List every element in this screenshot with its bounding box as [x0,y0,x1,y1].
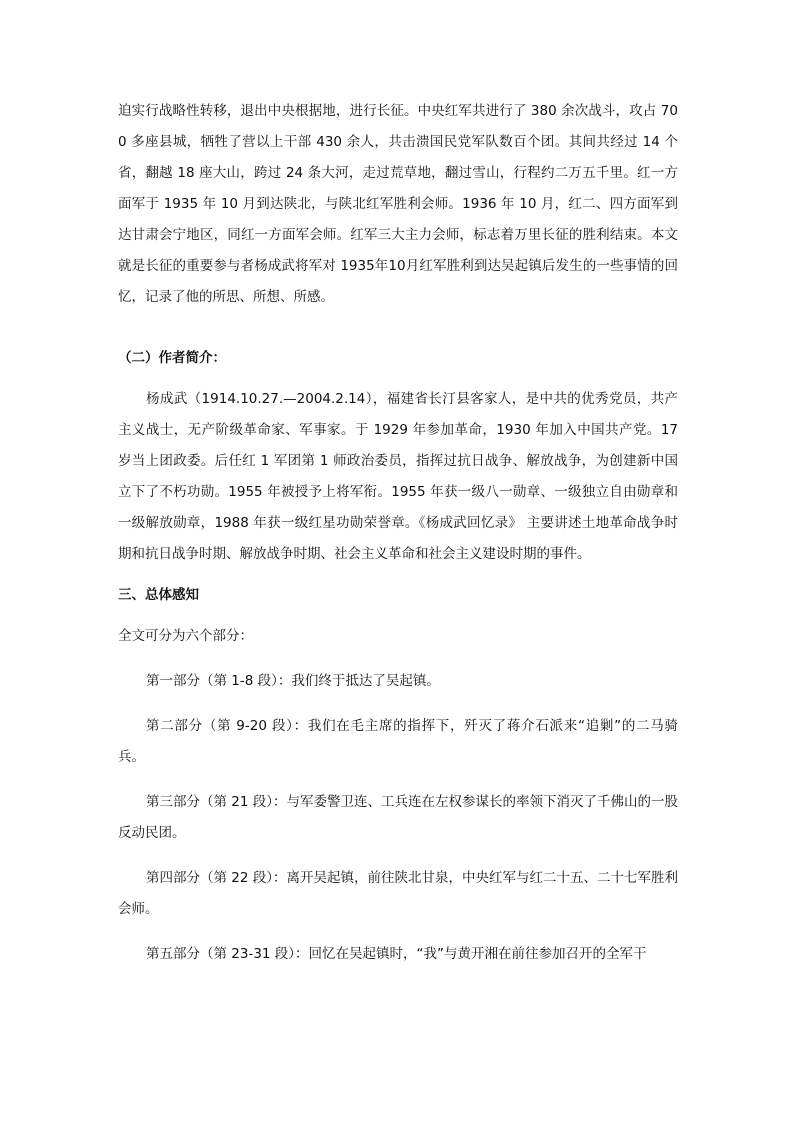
part-1: 第一部分（第 1-8 段）：我们终于抵达了吴起镇。 [146,673,440,689]
document-content [118,96,678,970]
intro-paragraph: 迫实行战略性转移，退出中央根据地，进行长征。中央红军共进行了 380 余次战斗，攻占 700 多座县城，牺牲了营以上干部 430 余人，共击溃国民党军队数百个团。其间共经过 14 个省，翻越 18 座大山，跨过 24 条大河，走过荒草地，翻过雪山，行程约二万五千里。红一方面军于 1935 年 10 月到达陕北，与陕北红军胜利会师。1936 年 10 月，红二、四方面军到达甘肃会宁地区，同红一方面军会师。红军三大主力会师，标志着万里长征的胜利结束。本文就是长征的重要参与者杨成武将军对 1935年10月红军胜利到达吴起镇后发生的一些事情的回忆，记录了他的所思、所想、所感。 [118,103,678,305]
author-paragraph: 杨成武（1914.10.27.—2004.2.14），福建省长汀县客家人，是中共的优秀党员，共产主义战士，无产阶级革命家、军事家。于 1929 年参加革命，1930 年加入中国共产党。17 岁当上团政委。后任红 1 军团第 1 师政治委员，指挥过抗日战争、解放战争，为创建新中国立下了不朽功勋。1955 年被授予上将军衔。1955 年获一级八一勋章、一级独立自由勋章和一级解放勋章，1988 年获一级红星功勋荣誉章。《杨成武回忆录》 主要讲述土地革命战争时期和抗日战争时期、解放战争时期、社会主义革命和社会主义建设时期的事件。 [118,391,678,562]
overview-lead: 全文可分为六个部分： [118,628,253,644]
part-2: 第二部分（第 9-20 段）：我们在毛主席的指挥下，歼灭了蒋介石派来“追剿”的二马骑兵。 [118,718,678,765]
part-4: 第四部分（第 22 段）：离开吴起镇，前往陕北甘泉，中央红军与红二十五、二十七军胜利会师。 [118,870,679,917]
part-3: 第三部分（第 21 段）：与军委警卫连、工兵连在左权参谋长的率领下消灭了千佛山的一股反动民团。 [118,794,679,841]
author-heading: （二）作者简介： [118,350,226,366]
overview-heading: 三、总体感知 [118,587,199,603]
part-5: 第五部分（第 23-31 段）：回忆在吴起镇时，“我”与黄开湘在前往参加召开的全军干 [146,946,647,962]
